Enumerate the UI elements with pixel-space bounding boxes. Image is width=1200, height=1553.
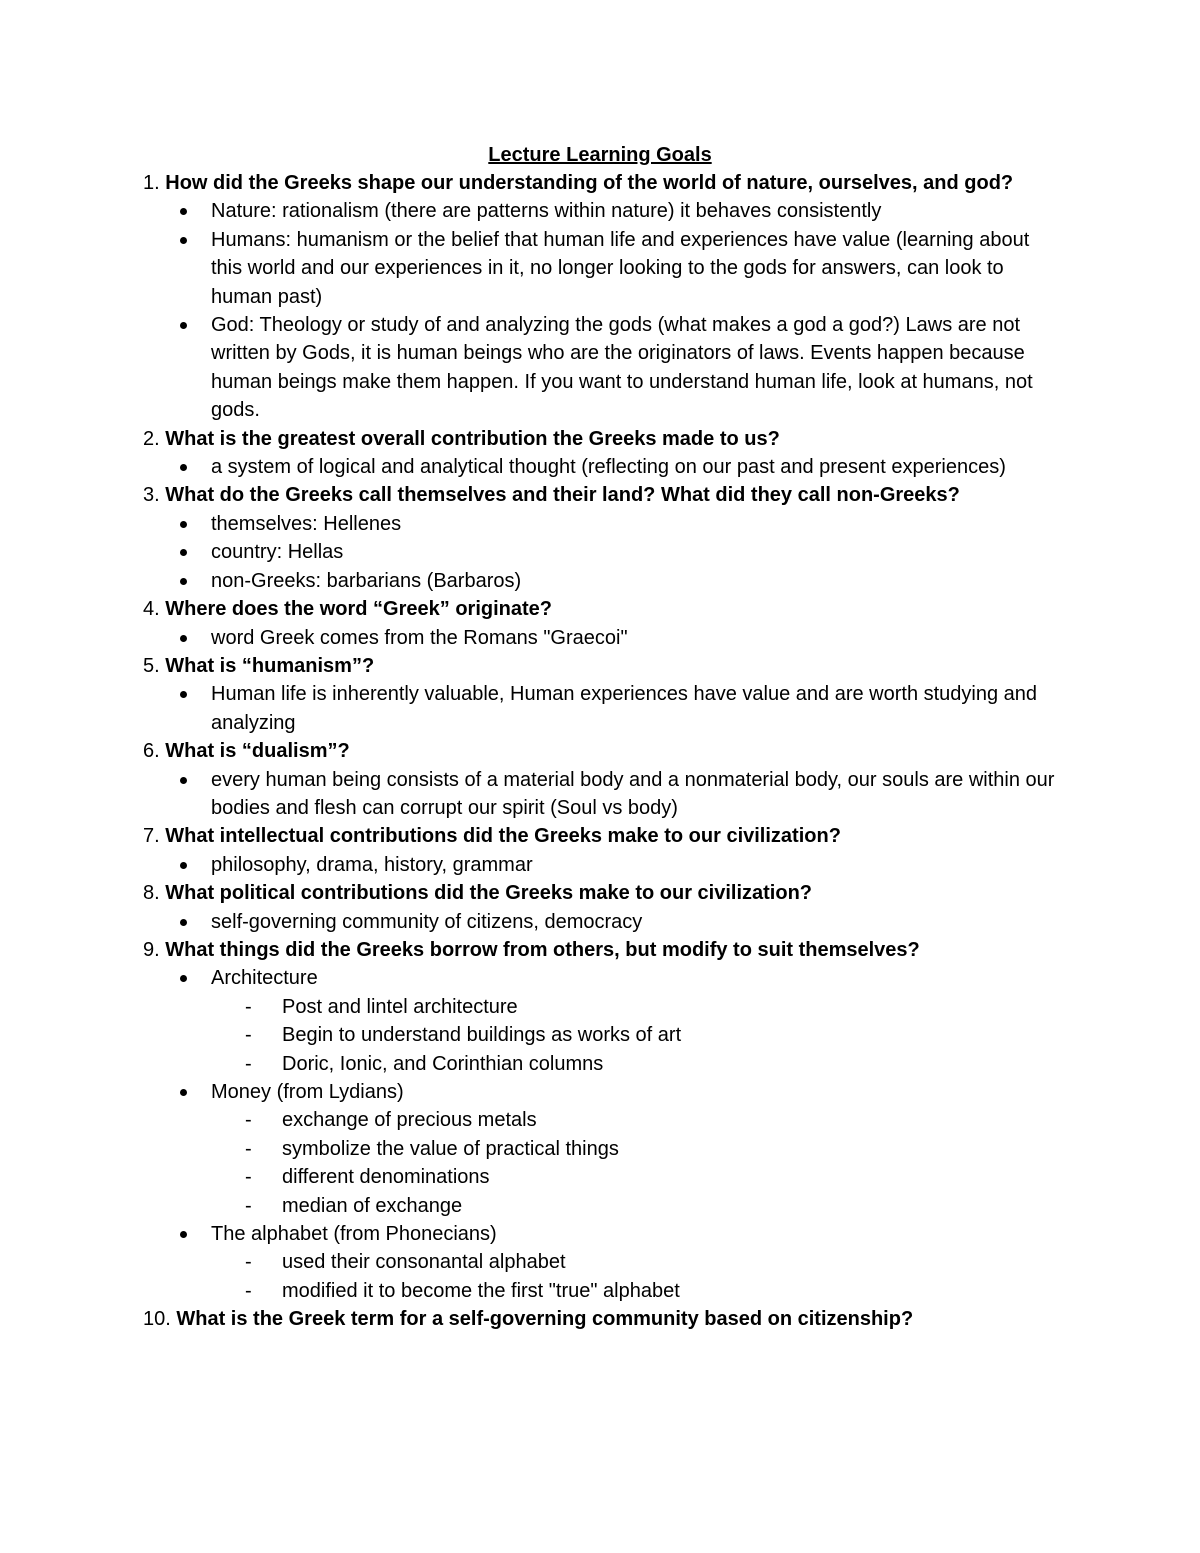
answer-item <box>211 1220 1063 1305</box>
answer-item: a system of logical and analytical thought (reflecting on our past and present experiences) <box>211 453 1063 481</box>
question-text: What intellectual contributions did the Greeks make to our civilization? <box>165 825 841 848</box>
question-text: What things did the Greeks borrow from others, but modify to suit themselves? <box>165 938 920 961</box>
sub-item: - modified it to become the first "true" alphabet <box>282 1277 1063 1305</box>
question-number: 10. <box>143 1308 171 1331</box>
answer-list <box>143 510 1063 595</box>
answer-list <box>143 766 1063 823</box>
answer-list <box>143 624 1063 652</box>
question <box>143 425 1063 453</box>
question-number: 3. <box>143 484 160 507</box>
sub-item: - Post and lintel architecture <box>282 993 1063 1021</box>
question <box>143 481 1063 509</box>
question-number: 5. <box>143 654 160 677</box>
sub-item: - symbolize the value of practical things <box>282 1135 1063 1163</box>
question <box>143 169 1063 197</box>
answer-item-label: Architecture <box>211 967 318 990</box>
question-text: How did the Greeks shape our understanding of the world of nature, ourselves, and god? <box>165 172 1014 194</box>
answer-list <box>143 851 1063 879</box>
sub-list <box>211 993 1063 1078</box>
question <box>143 822 1063 850</box>
sub-item: - Begin to understand buildings as works of art <box>282 1021 1063 1049</box>
question <box>143 1305 1063 1333</box>
sub-item: - used their consonantal alphabet <box>282 1248 1063 1276</box>
question <box>143 936 1063 964</box>
question-text: What political contributions did the Greeks make to our civilization? <box>165 882 812 905</box>
question-text: What is the greatest overall contribution the Greeks made to us? <box>165 427 780 450</box>
question-text: What is the Greek term for a self-governing community based on citizenship? <box>176 1308 914 1331</box>
question-text: What is “dualism”? <box>165 740 350 763</box>
answer-item-label: Money (from Lydians) <box>211 1081 404 1103</box>
answer-item <box>211 964 1063 1078</box>
answer-item: country: Hellas <box>211 538 1063 566</box>
answer-item: God: Theology or study of and analyzing the gods (what makes a god a god?) Laws are not written by Gods, it is human beings who are the originators of laws. Events happen because human beings make them happen. If you want to understand human life, look at humans, not gods. <box>211 311 1063 425</box>
answer-item: non-Greeks: barbarians (Barbaros) <box>211 567 1063 595</box>
question-number: 2. <box>143 427 160 450</box>
answer-item: word Greek comes from the Romans "Graecoi" <box>211 624 1063 652</box>
sub-item: - different denominations <box>282 1163 1063 1191</box>
question-text: What is “humanism”? <box>165 654 375 677</box>
answer-item: every human being consists of a material body and a nonmaterial body, our souls are within our bodies and flesh can corrupt our spirit (Soul vs body) <box>211 766 1063 823</box>
question <box>143 595 1063 623</box>
sub-list <box>211 1248 1063 1305</box>
question-text: Where does the word “Greek” originate? <box>165 598 552 621</box>
answer-item: Humans: humanism or the belief that human life and experiences have value (learning about this world and our experiences in it, no longer looking to the gods for answers, can look to human past) <box>211 226 1063 311</box>
document-title: Lecture Learning Goals <box>488 144 712 166</box>
answer-item: themselves: Hellenes <box>211 510 1063 538</box>
question-number: 4. <box>143 598 160 621</box>
question-number: 9. <box>143 938 160 961</box>
question-text: What do the Greeks call themselves and their land? What did they call non-Greeks? <box>165 484 960 507</box>
sub-item: - exchange of precious metals <box>282 1106 1063 1134</box>
answer-list <box>143 908 1063 936</box>
question-number: 1. <box>143 172 160 194</box>
answer-list <box>143 197 1063 424</box>
question-number: 8. <box>143 882 160 905</box>
answer-item: Human life is inherently valuable, Human experiences have value and are worth studying and analyzing <box>211 680 1063 737</box>
question <box>143 879 1063 907</box>
sub-list <box>211 1106 1063 1220</box>
sub-item: - Doric, Ionic, and Corinthian columns <box>282 1050 1063 1078</box>
question-number: 6. <box>143 740 160 763</box>
answer-item <box>211 1078 1063 1220</box>
answer-item: philosophy, drama, history, grammar <box>211 851 1063 879</box>
question <box>143 737 1063 765</box>
sub-item: - median of exchange <box>282 1192 1063 1220</box>
answer-list <box>143 453 1063 481</box>
questions-list <box>143 169 1063 1334</box>
question-number: 7. <box>143 825 160 848</box>
answer-item: Nature: rationalism (there are patterns within nature) it behaves consistently <box>211 197 1063 225</box>
answer-list <box>143 964 1063 1305</box>
answer-item-label: The alphabet (from Phonecians) <box>211 1223 497 1246</box>
question <box>143 652 1063 680</box>
answer-item: self-governing community of citizens, democracy <box>211 908 1063 936</box>
answer-list <box>143 680 1063 737</box>
